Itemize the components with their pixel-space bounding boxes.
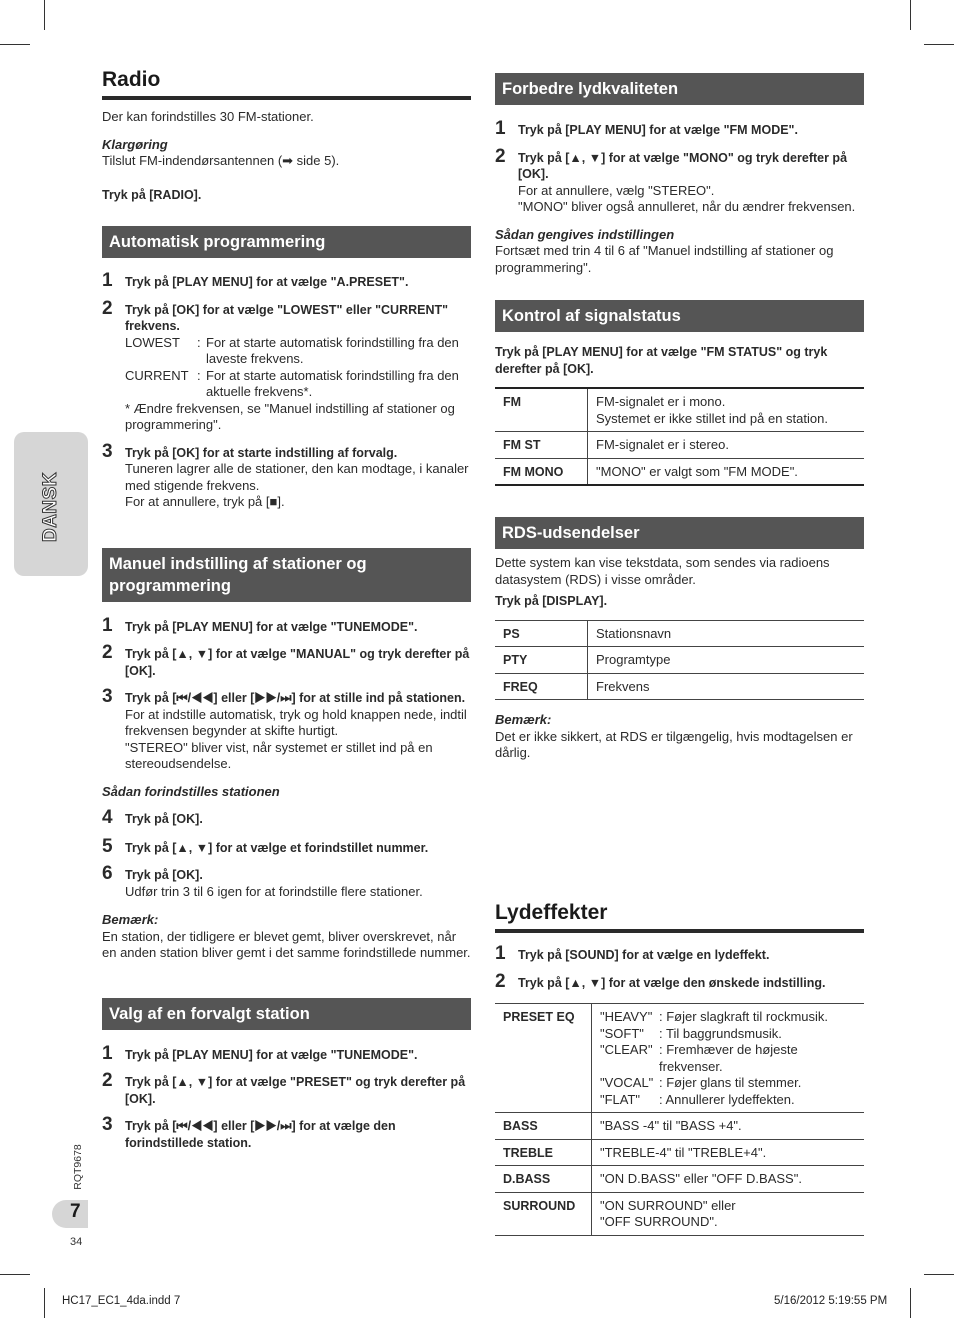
table-row: TREBLE "TREBLE-4" til "TREBLE+4".: [495, 1139, 864, 1166]
rds-note-label: Bemærk:: [495, 712, 552, 727]
auto-step-3: 3 Tryk på [OK] for at starte indstilling af forvalg. Tuneren lagrer alle de stationer, den kan modtage, i kanaler med stigende frekvens. For at annullere, tryk på [■].: [102, 440, 469, 509]
prep-text: Tilslut FM-indendørsantennen (➡ side 5).: [102, 153, 340, 168]
table-row: SURROUND "ON SURROUND" eller "OFF SURROUND".: [495, 1192, 864, 1235]
radio-intro: Der kan forindstilles 30 FM-stationer.: [102, 109, 314, 124]
table-row: FM ST FM-signalet er i stereo.: [495, 432, 864, 459]
manual-step-4: 4 Tryk på [OK].: [102, 807, 203, 828]
manual-step-2: 2 Tryk på [▲, ▼] for at vælge "MANUAL" og tryk derefter på [OK].: [102, 642, 470, 678]
auto-footnote: * Ændre frekvensen, se "Manuel indstilling af stationer og programmering".: [125, 400, 455, 432]
rds-table: [495, 620, 864, 701]
auto-heading: Automatisk programmering: [102, 226, 471, 258]
manual-subheading: Sådan forindstilles stationen: [102, 783, 280, 799]
preset-heading: Valg af en forvalgt station: [102, 998, 471, 1030]
sound-section: [495, 901, 864, 1236]
page-number: 7: [70, 1201, 81, 1222]
signal-instruction: Tryk på [PLAY MENU] for at vælge "FM STATUS" og tryk derefter på [OK].: [495, 345, 828, 376]
rds-heading: RDS-udsendelser: [495, 517, 864, 549]
manual-step-3: 3 Tryk på [⏮/◀◀] eller [▶▶/⏭] for at stille ind på stationen. For at indstille automatisk, tryk og hold knappen nede, indtil frekvensen begynder at skifte hurtigt. "STEREO" bliver vist, når systemet er stillet ind på en stereoudsendelse.: [102, 686, 467, 771]
prep-label: Klargøring: [102, 136, 168, 152]
manual-heading: Manuel indstilling af stationer og programmering: [102, 548, 471, 602]
radio-title: Radio: [102, 68, 471, 100]
quality-step-1: 1 Tryk på [PLAY MENU] for at vælge "FM MODE".: [495, 118, 798, 139]
preset-step-3: 3 Tryk på [⏮/◀◀] eller [▶▶/⏭] for at vælge den forindstillede station.: [102, 1114, 396, 1150]
page-small-number: 34: [70, 1236, 83, 1248]
table-row: PS Stationsnavn: [495, 620, 864, 647]
quality-step-2: 2 Tryk på [▲, ▼] for at vælge "MONO" og tryk derefter på [OK]. For at annullere, vælg "STEREO". "MONO" bliver også annulleret, når du ændrer frekvensen.: [495, 145, 856, 214]
preset-step-1: 1 Tryk på [PLAY MENU] for at vælge "TUNEMODE".: [102, 1042, 418, 1064]
manual-step-1: 1 Tryk på [PLAY MENU] for at vælge "TUNEMODE".: [102, 614, 418, 636]
sound-step-1: 1 Tryk på [SOUND] for at vælge en lydeffekt.: [495, 943, 770, 964]
rds-note-text: Det er ikke sikkert, at RDS er tilgængelig, hvis modtagelsen er dårlig.: [495, 728, 853, 760]
footer-datetime: 5/16/2012 5:19:55 PM: [774, 1295, 888, 1307]
press-radio: Tryk på [RADIO].: [102, 187, 202, 202]
sound-title: Lydeffekter: [495, 901, 864, 933]
left-column: [102, 68, 471, 1151]
table-row: FREQ Frekvens: [495, 673, 864, 700]
table-row: PRESET EQ "HEAVY" : Føjer slagkraft til rockmusik. "SOFT" : Til baggrundsmusik. "CLEAR" : Fremhæver de højeste frekvenser. "VOCAL" : Føjer glans til stemmer. "FLAT" : Annullerer lydeffekten.: [495, 1004, 864, 1113]
sound-table: [495, 1003, 864, 1236]
quality-sub-text: Fortsæt med trin 4 til 6 af "Manuel indstilling af stationer og programmering".: [495, 243, 834, 275]
doc-code: RQT9678: [71, 1144, 84, 1190]
table-row: PTY Programtype: [495, 647, 864, 674]
quality-heading: Forbedre lydkvaliteten: [495, 73, 864, 105]
table-row: FM MONO "MONO" er valgt som "FM MODE".: [495, 458, 864, 485]
auto-step-2: 2 Tryk på [OK] for at vælge "LOWEST" eller "CURRENT" frekvens. LOWEST : For at starte automatisk forindstilling fra den laveste frekvens. CURRENT : For at starte automatisk forindstilling fra den aktuelle frekvens*. * Ændre frekvensen, se "Manuel indstilling af stationer og programmering".: [102, 302, 471, 434]
manual-note-text: En station, der tidligere er blevet gemt, bliver overskrevet, når en anden station bliver gemt i det samme forindstillede nummer.: [102, 928, 471, 960]
footer-file: HC17_EC1_4da.indd 7: [62, 1295, 181, 1307]
signal-table: [495, 387, 864, 486]
signal-heading: Kontrol af signalstatus: [495, 300, 864, 332]
language-tab-label: DANSK: [39, 471, 61, 543]
auto-step-1: 1 Tryk på [PLAY MENU] for at vælge "A.PRESET".: [102, 270, 409, 291]
quality-subheading: Sådan gengives indstillingen: [495, 226, 675, 242]
sound-step-2: 2 Tryk på [▲, ▼] for at vælge den ønskede indstilling.: [495, 970, 826, 992]
right-column: [495, 73, 864, 762]
preset-step-2: 2 Tryk på [▲, ▼] for at vælge "PRESET" og tryk derefter på [OK].: [102, 1070, 466, 1106]
manual-note-label: Bemærk:: [102, 912, 159, 927]
table-row: FM FM-signalet er i mono. Systemet er ikke stillet ind på en station.: [495, 388, 864, 432]
rds-instruction: Tryk på [DISPLAY].: [495, 594, 608, 608]
manual-step-5: 5 Tryk på [▲, ▼] for at vælge et forindstillet nummer.: [102, 835, 429, 857]
table-row: D.BASS "ON D.BASS" eller "OFF D.BASS".: [495, 1166, 864, 1193]
rds-intro: Dette system kan vise tekstdata, som sendes via radioens datasystem (RDS) i visse områder.: [495, 555, 830, 587]
table-row: BASS "BASS -4" til "BASS +4".: [495, 1113, 864, 1140]
manual-step-6: 6 Tryk på [OK]. Udfør trin 3 til 6 igen for at forindstille flere stationer.: [102, 863, 423, 899]
